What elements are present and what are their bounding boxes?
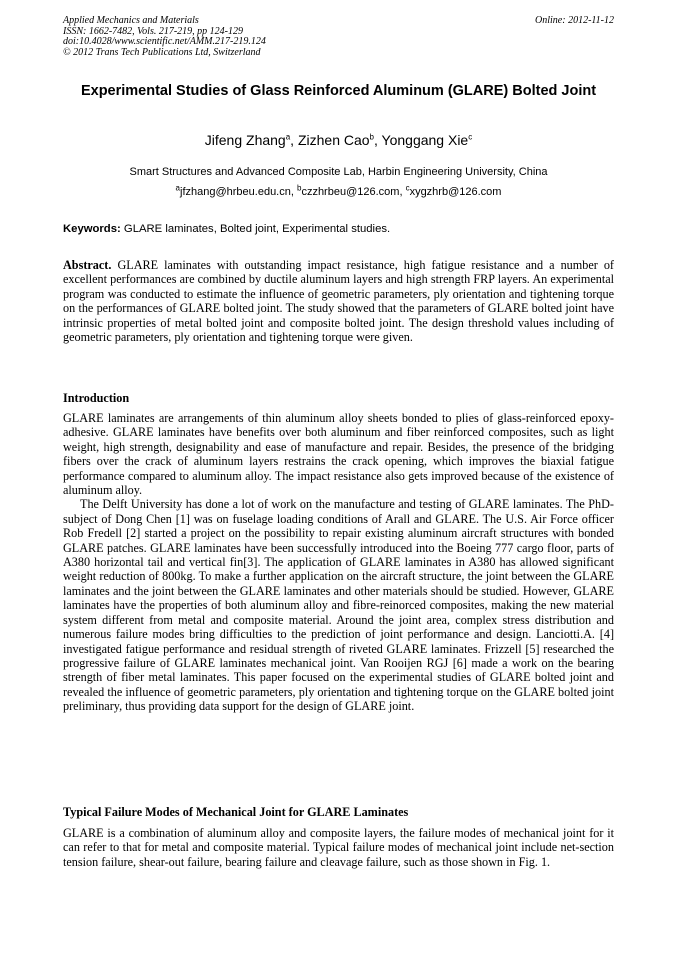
body-paragraph: The Delft University has done a lot of work on the manufacture and testing of GLARE laminates. The PhD-subject of Dong Chen [1] was on fuselage loading conditions of Arall and GLARE. The U.S. Air Force officer Rob Fredell [2] started a project on the possibility to repair existing aluminum aircraft structures with bonded GLARE patches. GLARE laminates have been successfully introduced into the Boeing 777 cargo floor, parts of A380 horizontal tail and vertical fin[3]. The application of GLARE laminates in A380 has allowed significant weight reduction of 800kg. To make a further application on the aircraft structure, the joint between the GLARE laminates and the joint between the GLARE laminates and other materials should be studied. However, GLARE laminates have the properties of both aluminum alloy and fibre-reinorced composites, making the new material system different from metal and composite material. Around the joint area, complex stress distribution and numerous failure modes bring difficulties to the prediction of joint performance and design. Lanciotti.A. [4] investigated fatigue performance and residual strength of riveted GLARE laminates. Frizzell [5] researched the progressive failure of GLARE laminates mechanical joint. Van Rooijen RGJ [6] made a work on the bearing strength of fiber metal laminates. This paper focused on the experimental studies of GLARE bolted joint and revealed the influence of geometric parameters, ply orientation and tightening torque on the GLARE bolted joint preliminary, thus providing data support for the design of GLARE joint. <box>63 497 614 714</box>
copyright-line: © 2012 Trans Tech Publications Ltd, Switzerland <box>63 46 261 58</box>
body-paragraph: GLARE laminates are arrangements of thin aluminum alloy sheets bonded to plies of glass-reinforced epoxy-adhesive. GLARE laminates have benefits over both aluminum and fiber reinforced composites, such as light weight, high strength, designability and ease of manufacture and repair. Besides, the presence of the bridging fibers over the crack of aluminum layers restrains the crack opening, which improves the biaxial fatigue performance compared to aluminum alloy. The impact resistance also gets improved because of the existence of aluminum alloy. <box>63 411 614 498</box>
author-superscript: b <box>369 132 374 142</box>
email-address: xygzhrb@126.com <box>409 186 502 198</box>
journal-name: Applied Mechanics and Materials <box>63 15 199 26</box>
journal-header <box>63 16 266 58</box>
email-address: jfzhang@hrbeu.edu.cn <box>180 186 291 198</box>
failure-modes-body <box>63 826 614 869</box>
email-superscript: a <box>175 183 180 193</box>
author-superscript: c <box>468 132 473 142</box>
abstract-paragraph <box>63 258 614 344</box>
abstract <box>63 258 614 344</box>
doi-line: doi:10.4028/www.scientific.net/AMM.217-219.124 <box>63 36 266 47</box>
section-heading-failure-modes: Typical Failure Modes of Mechanical Joint for GLARE Laminates <box>63 805 409 819</box>
paper-title: Experimental Studies of Glass Reinforced Aluminum (GLARE) Bolted Joint <box>80 83 597 99</box>
body-paragraph: GLARE is a combination of aluminum alloy and composite layers, the failure modes of mechanical joint for it can refer to that for metal and composite material. Typical failure modes of mechanical joint include net-section tension failure, shear-out failure, bearing failure and cleavage failure, such as those shown in Fig. 1. <box>63 826 614 869</box>
author-name: Jifeng Zhang <box>204 132 286 148</box>
author-name: Yonggang Xie <box>381 132 469 148</box>
introduction-body <box>63 411 614 714</box>
author-name: Zizhen Cao <box>297 132 370 148</box>
email-list: $^a$jfzhang@hrbeu.edu.cn, $^b$czzhrbeu@126.com, $^c$xygzhrb@126.com <box>175 183 502 198</box>
email-address: czzhrbeu@126.com <box>301 186 400 198</box>
author-list: Jifeng Zhang$^a$, Zizhen Cao$^b$, Yonggang Xie$^c$ <box>204 132 473 148</box>
abstract-text: GLARE laminates with outstanding impact resistance, high fatigue resistance and a number of excellent performances are combined by ductile aluminum layers and high strength FRP layers. An experimental program was conducted to estimate the influence of geometric parameters, ply orientation and tightening torque on the performances of GLARE bolted joint. The study showed that the parameters of GLARE bolted joint have intrinsic properties of metal bolted joint and composite bolted joint. The design threshold values including of geometric parameters, ply orientation and tightening torque were given. <box>63 258 614 345</box>
keywords-label: Keywords: <box>63 223 121 235</box>
section-heading-introduction: Introduction <box>63 391 130 405</box>
affiliation: Smart Structures and Advanced Composite Lab, Harbin Engineering University, China <box>129 166 548 178</box>
email-superscript: b <box>296 183 302 193</box>
online-date: Online: 2012-11-12 <box>535 15 614 26</box>
author-superscript: a <box>285 132 291 142</box>
email-superscript: c <box>405 183 410 193</box>
abstract-label: Abstract. <box>63 258 112 272</box>
issn-line: ISSN: 1662-7482, Vols. 217-219, pp 124-129 <box>63 25 243 37</box>
keywords-text: GLARE laminates, Bolted joint, Experimental studies. <box>120 223 391 235</box>
keywords <box>63 222 614 236</box>
